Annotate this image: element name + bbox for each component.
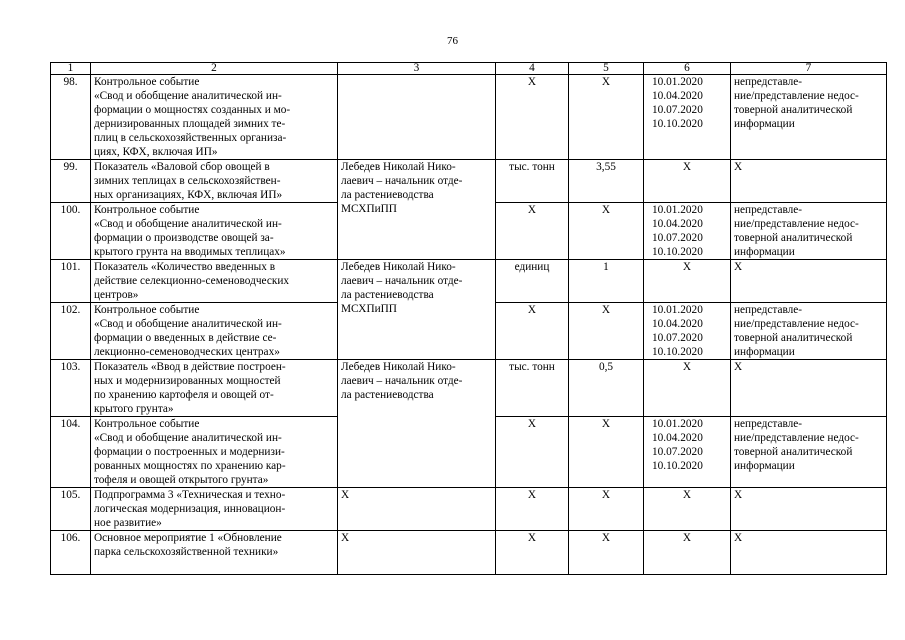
item-name: Показатель «Валовой сбор овощей в зимних теплицах в сельскохозяйствен- ных организациях, КФХ, включая ИП» [91,160,338,203]
unit-cell: Х [496,488,569,531]
dates-cell: 10.01.2020 10.04.2020 10.07.2020 10.10.2020 [644,75,731,160]
note-cell: Х [731,160,887,203]
responsible-cell: Х [338,488,496,531]
header-cell: 6 [644,63,731,75]
item-name: Контрольное событие «Свод и обобщение аналитической ин- формации о введенных в действие се- лекционно-семеноводческих центрах» [91,303,338,360]
row-number: 105. [51,488,91,531]
note-cell: Х [731,488,887,531]
dates-cell: 10.01.2020 10.04.2020 10.07.2020 10.10.2020 [644,203,731,260]
page-number: 76 [447,35,458,47]
item-name: Контрольное событие «Свод и обобщение аналитической ин- формации о мощностях созданных и мо- дернизированных площадей зимних те- плиц в сельскохозяйственных организа- циях, КФХ, включая ИП» [91,75,338,160]
header-cell: 3 [338,63,496,75]
dates-cell: 10.01.2020 10.04.2020 10.07.2020 10.10.2020 [644,303,731,360]
table-row [51,160,887,203]
row-number: 100. [51,203,91,260]
note-cell: Х [731,360,887,417]
dates-cell: Х [644,160,731,203]
row-number: 99. [51,160,91,203]
note-cell: непредставле- ние/представление недос- товерной аналитической информации [731,303,887,360]
note-cell: Х [731,260,887,303]
row-number: 101. [51,260,91,303]
row-number: 103. [51,360,91,417]
unit-cell: тыс. тонн [496,160,569,203]
item-name: Контрольное событие «Свод и обобщение аналитической ин- формации о построенных и модернизи- рованных мощностях по хранению кар- тофеля и овощей открытого грунта» [91,417,338,488]
note-cell: непредставле- ние/представление недос- товерной аналитической информации [731,203,887,260]
unit-cell: Х [496,303,569,360]
header-row [51,63,887,75]
responsible-cell [338,75,496,160]
value-cell: Х [569,303,644,360]
note-cell: непредставле- ние/представление недос- товерной аналитической информации [731,417,887,488]
item-name: Основное мероприятие 1 «Обновление парка сельскохозяйственной техники» [91,531,338,575]
unit-cell: Х [496,417,569,488]
value-cell: Х [569,75,644,160]
note-cell: Х [731,531,887,575]
item-name: Подпрограмма 3 «Техническая и техно- логическая модернизация, инновацион- ное развитие» [91,488,338,531]
row-number: 104. [51,417,91,488]
report-table [50,62,887,575]
unit-cell: Х [496,203,569,260]
unit-cell: Х [496,75,569,160]
header-cell: 1 [51,63,91,75]
value-cell: 0,5 [569,360,644,417]
unit-cell: единиц [496,260,569,303]
responsible-cell: Лебедев Николай Нико- лаевич – начальник отде- ла растениеводства МСХПиПП [338,260,496,360]
row-number: 98. [51,75,91,160]
value-cell: Х [569,203,644,260]
header-cell: 7 [731,63,887,75]
dates-cell: 10.01.2020 10.04.2020 10.07.2020 10.10.2020 [644,417,731,488]
responsible-cell: Х [338,531,496,575]
responsible-cell: Лебедев Николай Нико- лаевич – начальник отде- ла растениеводства [338,360,496,488]
table-row [51,531,887,575]
dates-cell: Х [644,260,731,303]
item-name: Показатель «Ввод в действие построен- ных и модернизированных мощностей по хранению картофеля и овощей от- крытого грунта» [91,360,338,417]
table-row [51,75,887,160]
unit-cell: Х [496,531,569,575]
unit-cell: тыс. тонн [496,360,569,417]
value-cell: Х [569,488,644,531]
value-cell: Х [569,531,644,575]
table-row [51,260,887,303]
value-cell: 3,55 [569,160,644,203]
header-cell: 5 [569,63,644,75]
value-cell: 1 [569,260,644,303]
dates-cell: Х [644,488,731,531]
responsible-cell: Лебедев Николай Нико- лаевич – начальник отде- ла растениеводства МСХПиПП [338,160,496,260]
header-cell: 2 [91,63,338,75]
header-cell: 4 [496,63,569,75]
item-name: Контрольное событие «Свод и обобщение аналитической ин- формации о производстве овощей за- крытого грунта на вводимых теплицах» [91,203,338,260]
dates-cell: Х [644,531,731,575]
table-row [51,488,887,531]
item-name: Показатель «Количество введенных в действие селекционно-семеноводческих центров» [91,260,338,303]
row-number: 102. [51,303,91,360]
value-cell: Х [569,417,644,488]
note-cell: непредставле- ние/представление недос- товерной аналитической информации [731,75,887,160]
row-number: 106. [51,531,91,575]
dates-cell: Х [644,360,731,417]
table-row [51,360,887,417]
